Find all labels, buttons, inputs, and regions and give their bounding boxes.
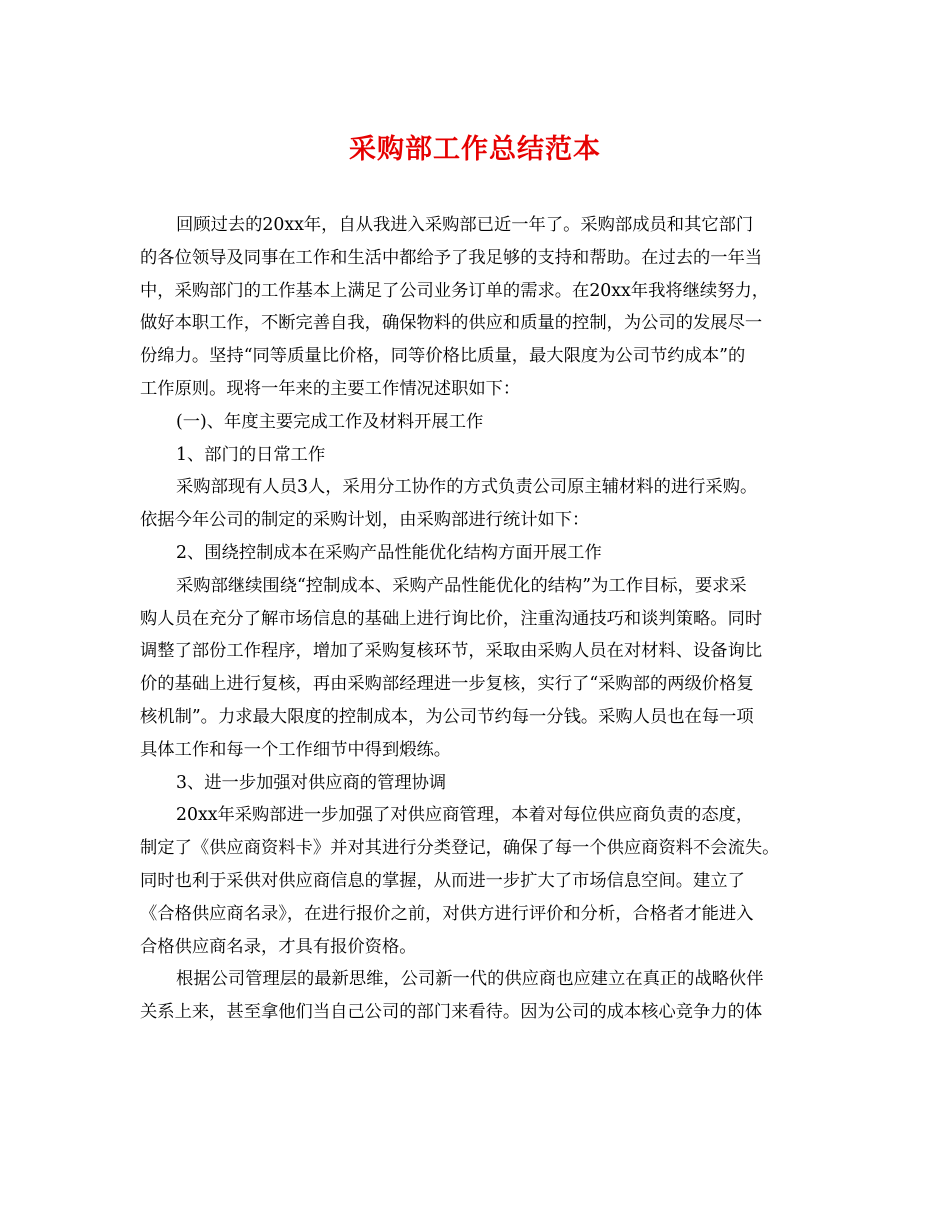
paragraph-line: 同时也利于采供对供应商信息的掌握，从而进一步扩大了市场信息空间。建立了 [140, 870, 745, 891]
paragraph-line: 购人员在充分了解市场信息的基础上进行询比价，注重沟通技巧和谈判策略。同时 [140, 608, 763, 629]
paragraph-line: 回顾过去的20xx年，自从我进入采购部已近一年了。采购部成员和其它部门 [176, 215, 754, 235]
paragraph-line: 关系上来，甚至拿他们当自己公司的部门来看待。因为公司的成本核心竞争力的体 [140, 1002, 763, 1023]
paragraph-line: 价的基础上进行复核，再由采购部经理进一步复核，实行了“采购部的两级价格复 [140, 674, 754, 695]
subsection-heading: 3、进一步加强对供应商的管理协调 [176, 772, 447, 793]
paragraph-line: 合格供应商名录，才具有报价资格。 [140, 936, 417, 957]
paragraph-line: 依据今年公司的制定的采购计划，由采购部进行统计如下： [140, 510, 590, 531]
paragraph-line: 20xx年采购部进一步加强了对供应商管理，本着对每位供应商负责的态度， [176, 805, 754, 826]
paragraph-line: 调整了部份工作程序，增加了采购复核环节，采取由采购人员在对材料、设备询比 [140, 641, 763, 662]
paragraph-line: 做好本职工作，不断完善自我，确保物料的供应和质量的控制，为公司的发展尽一 [140, 313, 763, 334]
paragraph-line: 具体工作和每一个工作细节中得到煅练。 [140, 739, 452, 760]
paragraph-line: 工作原则。现将一年来的主要工作情况述职如下： [140, 378, 521, 399]
paragraph-line: 的各位领导及同事在工作和生活中都给予了我足够的支持和帮助。在过去的一年当 [140, 247, 763, 268]
document-body [140, 209, 816, 1029]
section-heading: (一)、年度主要完成工作及材料开展工作 [176, 411, 484, 432]
paragraph-line: 采购部现有人员3人，采用分工协作的方式负责公司原主辅材料的进行采购。 [176, 477, 758, 498]
subsection-heading: 2、围绕控制成本在采购产品性能优化结构方面开展工作 [176, 542, 602, 563]
subsection-heading: 1、部门的日常工作 [176, 444, 326, 465]
paragraph-line: 份绵力。坚持“同等质量比价格，同等价格比质量，最大限度为公司节约成本”的 [140, 346, 746, 367]
paragraph-line: 制定了《供应商资料卡》并对其进行分类登记，确保了每一个供应商资料不会流失。 [140, 838, 780, 859]
paragraph-line: 采购部继续围绕“控制成本、采购产品性能优化的结构”为工作目标，要求采 [176, 575, 747, 596]
paragraph-line: 《合格供应商名录》，在进行报价之前，对供方进行评价和分析，合格者才能进入 [140, 903, 754, 924]
paragraph-line: 中，采购部门的工作基本上满足了公司业务订单的需求。在20xx年我将继续努力， [140, 280, 770, 301]
paragraph-line: 核机制”。力求最大限度的控制成本，为公司节约每一分钱。采购人员也在每一项 [140, 706, 754, 727]
document-title: 采购部工作总结范本 [349, 134, 601, 165]
paragraph-line: 根据公司管理层的最新思维，公司新一代的供应商也应建立在真正的战略伙伴 [176, 969, 764, 990]
